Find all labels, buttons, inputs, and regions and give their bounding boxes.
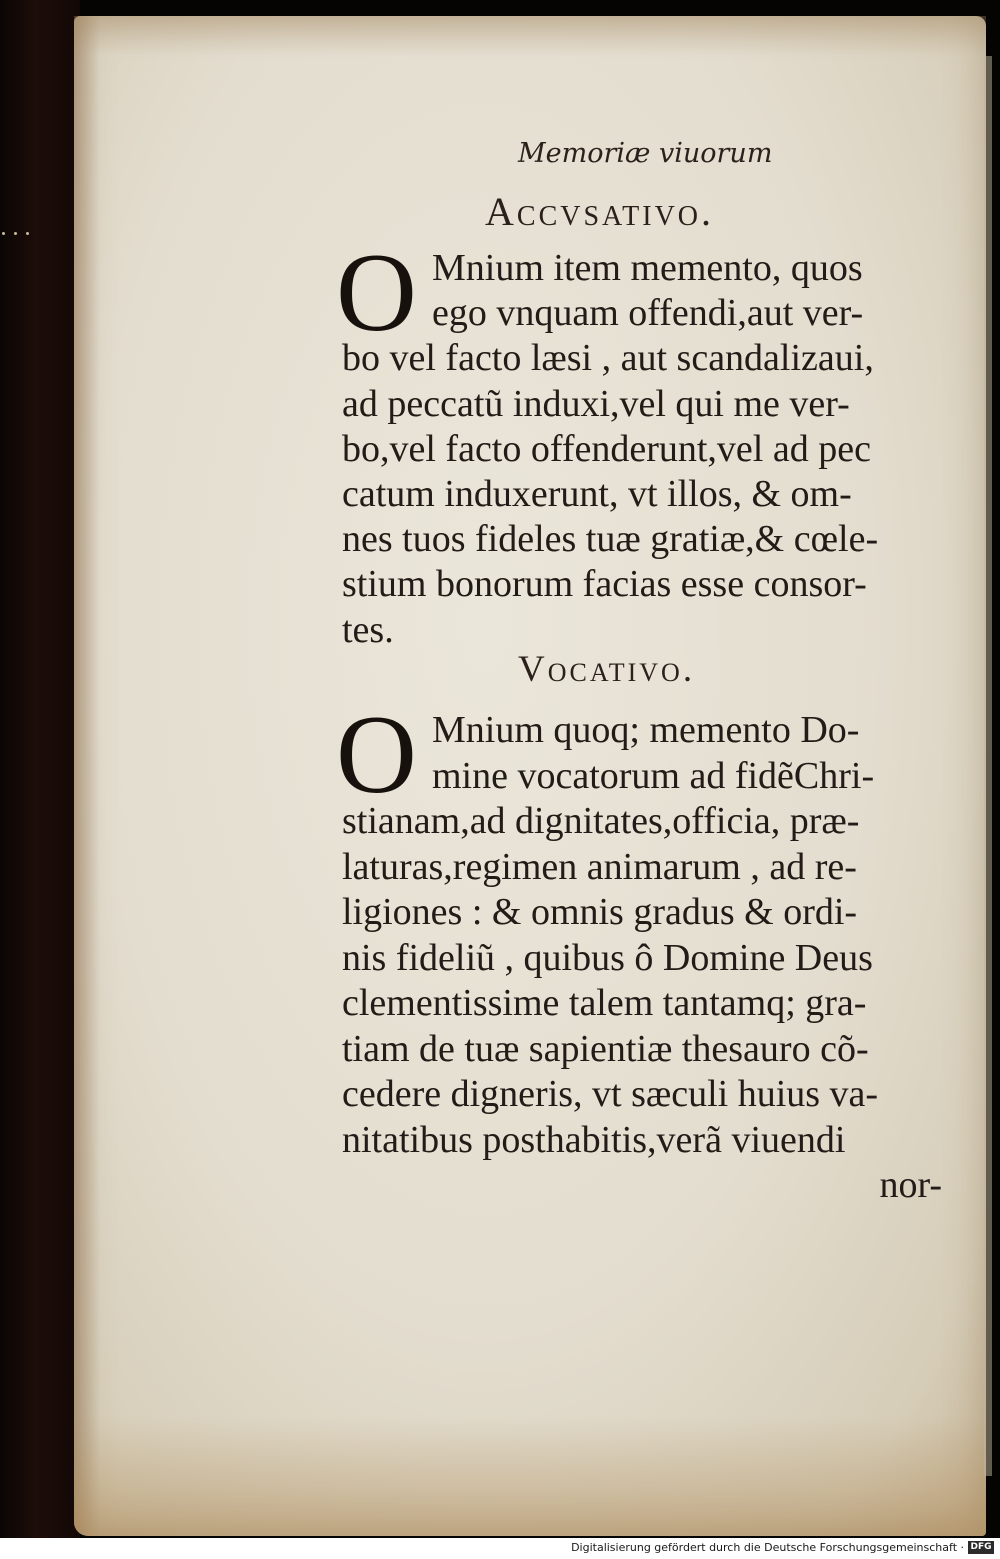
drop-initial: O: [336, 231, 417, 355]
footer-credit: Digitalisierung gefördert durch die Deutsche Forschungsgemeinschaft ·: [571, 1541, 964, 1554]
dfg-logo: DFG: [968, 1541, 994, 1554]
text-line: stianam,ad dignitates,officia, præ-: [342, 800, 860, 842]
text-line: nis fideliũ , quibus ô Domine Deus: [342, 936, 873, 979]
footer-bar: [0, 1538, 1000, 1559]
text-line: tes.: [342, 608, 394, 651]
catchword: nor-: [879, 1164, 942, 1206]
page-edge: [984, 56, 992, 1476]
text-line: bo,vel facto offenderunt,vel ad pec: [342, 427, 871, 470]
binding-marks: [2, 232, 42, 244]
text-line: laturas,regimen animarum , ad re-: [342, 845, 857, 888]
text-line: Mnium quoq; memento Do-: [432, 709, 860, 751]
text-line: catum induxerunt, vt illos, & om-: [342, 472, 852, 515]
section-heading-vocativo: Vocativo.: [518, 649, 696, 690]
text-line: tiam de tuæ sapientiæ thesauro cõ-: [342, 1027, 869, 1070]
text-line: clementissime talem tantamq; gra-: [342, 982, 867, 1024]
text-line: cedere digneris, vt sæculi huius va-: [342, 1073, 879, 1115]
text-line: Mnium item memento, quos: [432, 247, 863, 289]
text-line: ego vnquam offendi,aut ver-: [432, 292, 864, 335]
section-heading-accusativo: Accvsativo.: [485, 189, 715, 234]
text-block-accusativo: [336, 231, 942, 653]
page-gutter-stain: [74, 16, 100, 1536]
drop-initial: O: [336, 693, 417, 817]
page-bottom-stain: [74, 1416, 986, 1536]
text-line: ad peccatũ induxi,vel qui me ver-: [342, 382, 850, 425]
text-line: mine vocatorum ad fidẽChri-: [432, 754, 875, 797]
running-head: Memoriæ viuorum: [518, 138, 773, 169]
book-binding: [0, 0, 80, 1559]
page-top-stain: [74, 16, 986, 56]
text-block-vocativo: [336, 693, 942, 1209]
text-line: bo vel facto læsi , aut scandalizaui,: [342, 337, 874, 380]
text-line: nitatibus posthabitis,verã viuendi: [342, 1118, 846, 1161]
text-line: nes tuos fideles tuæ gratiæ,& cœle-: [342, 518, 879, 561]
text-line: stium bonorum facias esse consor-: [342, 563, 867, 606]
text-line: ligiones : & omnis gradus & ordi-: [342, 891, 858, 933]
